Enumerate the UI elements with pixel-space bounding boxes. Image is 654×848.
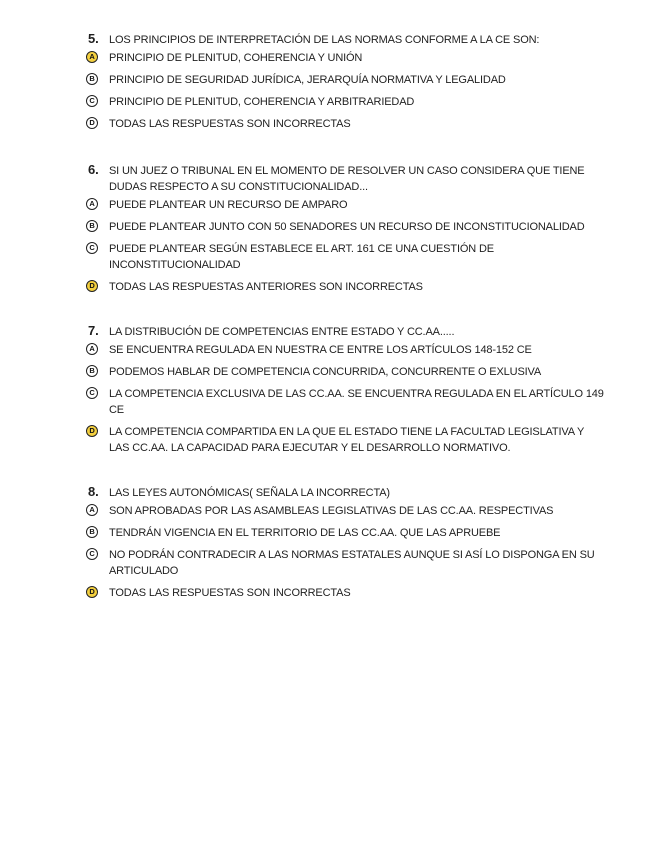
option-text: PODEMOS HABLAR DE COMPETENCIA CONCURRIDA, CONCURRENTE O EXLUSIVA: [109, 366, 542, 378]
question-text: LAS LEYES AUTONÓMICAS( SEÑALA LA INCORRECTA): [109, 487, 390, 499]
option-d[interactable]: [86, 279, 606, 295]
option-letter-badge: A: [86, 504, 98, 516]
option-text: TODAS LAS RESPUESTAS SON INCORRECTAS: [109, 587, 351, 599]
option-text: TODAS LAS RESPUESTAS SON INCORRECTAS: [109, 118, 351, 130]
option-a[interactable]: [86, 197, 606, 213]
option-letter-badge: C: [86, 548, 98, 560]
question-5: [86, 32, 606, 138]
question-stem: [86, 32, 606, 48]
option-letter-badge: B: [86, 526, 98, 538]
option-letter-badge: C: [86, 242, 98, 254]
option-letter-badge: B: [86, 220, 98, 232]
option-letter-badge: C: [86, 95, 98, 107]
option-letter-badge: B: [86, 365, 98, 377]
question-stem: [86, 324, 606, 340]
option-b[interactable]: [86, 525, 606, 541]
option-text: LA COMPETENCIA EXCLUSIVA DE LAS CC.AA. SE ENCUENTRA REGULADA EN EL ARTÍCULO 149 CE: [109, 388, 604, 416]
option-text: PUEDE PLANTEAR JUNTO CON 50 SENADORES UN RECURSO DE INCONSTITUCIONALIDAD: [109, 221, 585, 233]
question-stem: [86, 485, 606, 501]
option-text: TENDRÁN VIGENCIA EN EL TERRITORIO DE LAS CC.AA. QUE LAS APRUEBE: [109, 527, 501, 539]
option-b[interactable]: [86, 72, 606, 88]
option-a[interactable]: [86, 342, 606, 358]
option-d[interactable]: [86, 585, 606, 601]
question-stem: [86, 163, 606, 195]
option-d[interactable]: [86, 116, 606, 132]
option-text: LA COMPETENCIA COMPARTIDA EN LA QUE EL ESTADO TIENE LA FACULTAD LEGISLATIVA Y LAS CC.AA. LA CAPACIDAD PARA EJECUTAR Y EL DESARROLLO NORMATIVO.: [109, 426, 585, 454]
question-number: 7.: [88, 323, 99, 338]
option-text: NO PODRÁN CONTRADECIR A LAS NORMAS ESTATALES AUNQUE SI ASÍ LO DISPONGA EN SU ARTICULADO: [109, 549, 595, 577]
option-text: PRINCIPIO DE SEGURIDAD JURÍDICA, JERARQUÍA NORMATIVA Y LEGALIDAD: [109, 74, 506, 86]
option-text: TODAS LAS RESPUESTAS ANTERIORES SON INCORRECTAS: [109, 281, 423, 293]
option-c[interactable]: [86, 241, 606, 273]
option-text: PUEDE PLANTEAR UN RECURSO DE AMPARO: [109, 199, 348, 211]
option-text: SON APROBADAS POR LAS ASAMBLEAS LEGISLATIVAS DE LAS CC.AA. RESPECTIVAS: [109, 505, 554, 517]
option-letter-badge: A: [86, 198, 98, 210]
option-b[interactable]: [86, 219, 606, 235]
option-letter-badge: D: [86, 425, 98, 437]
option-a[interactable]: [86, 50, 606, 66]
option-text: SE ENCUENTRA REGULADA EN NUESTRA CE ENTRE LOS ARTÍCULOS 148-152 CE: [109, 344, 532, 356]
option-d[interactable]: [86, 424, 606, 456]
question-8: [86, 485, 606, 607]
question-number: 6.: [88, 162, 99, 177]
question-text: SI UN JUEZ O TRIBUNAL EN EL MOMENTO DE RESOLVER UN CASO CONSIDERA QUE TIENE DUDAS RESPECTO A SU CONSTITUCIONALIDAD...: [109, 165, 585, 193]
question-number: 8.: [88, 484, 99, 499]
option-text: PUEDE PLANTEAR SEGÚN ESTABLECE EL ART. 161 CE UNA CUESTIÓN DE INCONSTITUCIONALIDAD: [109, 243, 494, 271]
question-number: 5.: [88, 31, 99, 46]
option-letter-badge: D: [86, 117, 98, 129]
option-b[interactable]: [86, 364, 606, 380]
option-c[interactable]: [86, 386, 606, 418]
option-a[interactable]: [86, 503, 606, 519]
question-text: LA DISTRIBUCIÓN DE COMPETENCIAS ENTRE ESTADO Y CC.AA.....: [109, 326, 455, 338]
option-text: PRINCIPIO DE PLENITUD, COHERENCIA Y ARBITRARIEDAD: [109, 96, 415, 108]
option-text: PRINCIPIO DE PLENITUD, COHERENCIA Y UNIÓN: [109, 52, 363, 64]
option-letter-badge: C: [86, 387, 98, 399]
option-letter-badge: A: [86, 343, 98, 355]
option-letter-badge: B: [86, 73, 98, 85]
option-letter-badge: D: [86, 586, 98, 598]
option-c[interactable]: [86, 94, 606, 110]
question-text: LOS PRINCIPIOS DE INTERPRETACIÓN DE LAS NORMAS CONFORME A LA CE SON:: [109, 34, 540, 46]
question-6: [86, 163, 606, 301]
option-letter-badge: D: [86, 280, 98, 292]
question-7: [86, 324, 606, 462]
option-letter-badge: A: [86, 51, 98, 63]
option-c[interactable]: [86, 547, 606, 579]
